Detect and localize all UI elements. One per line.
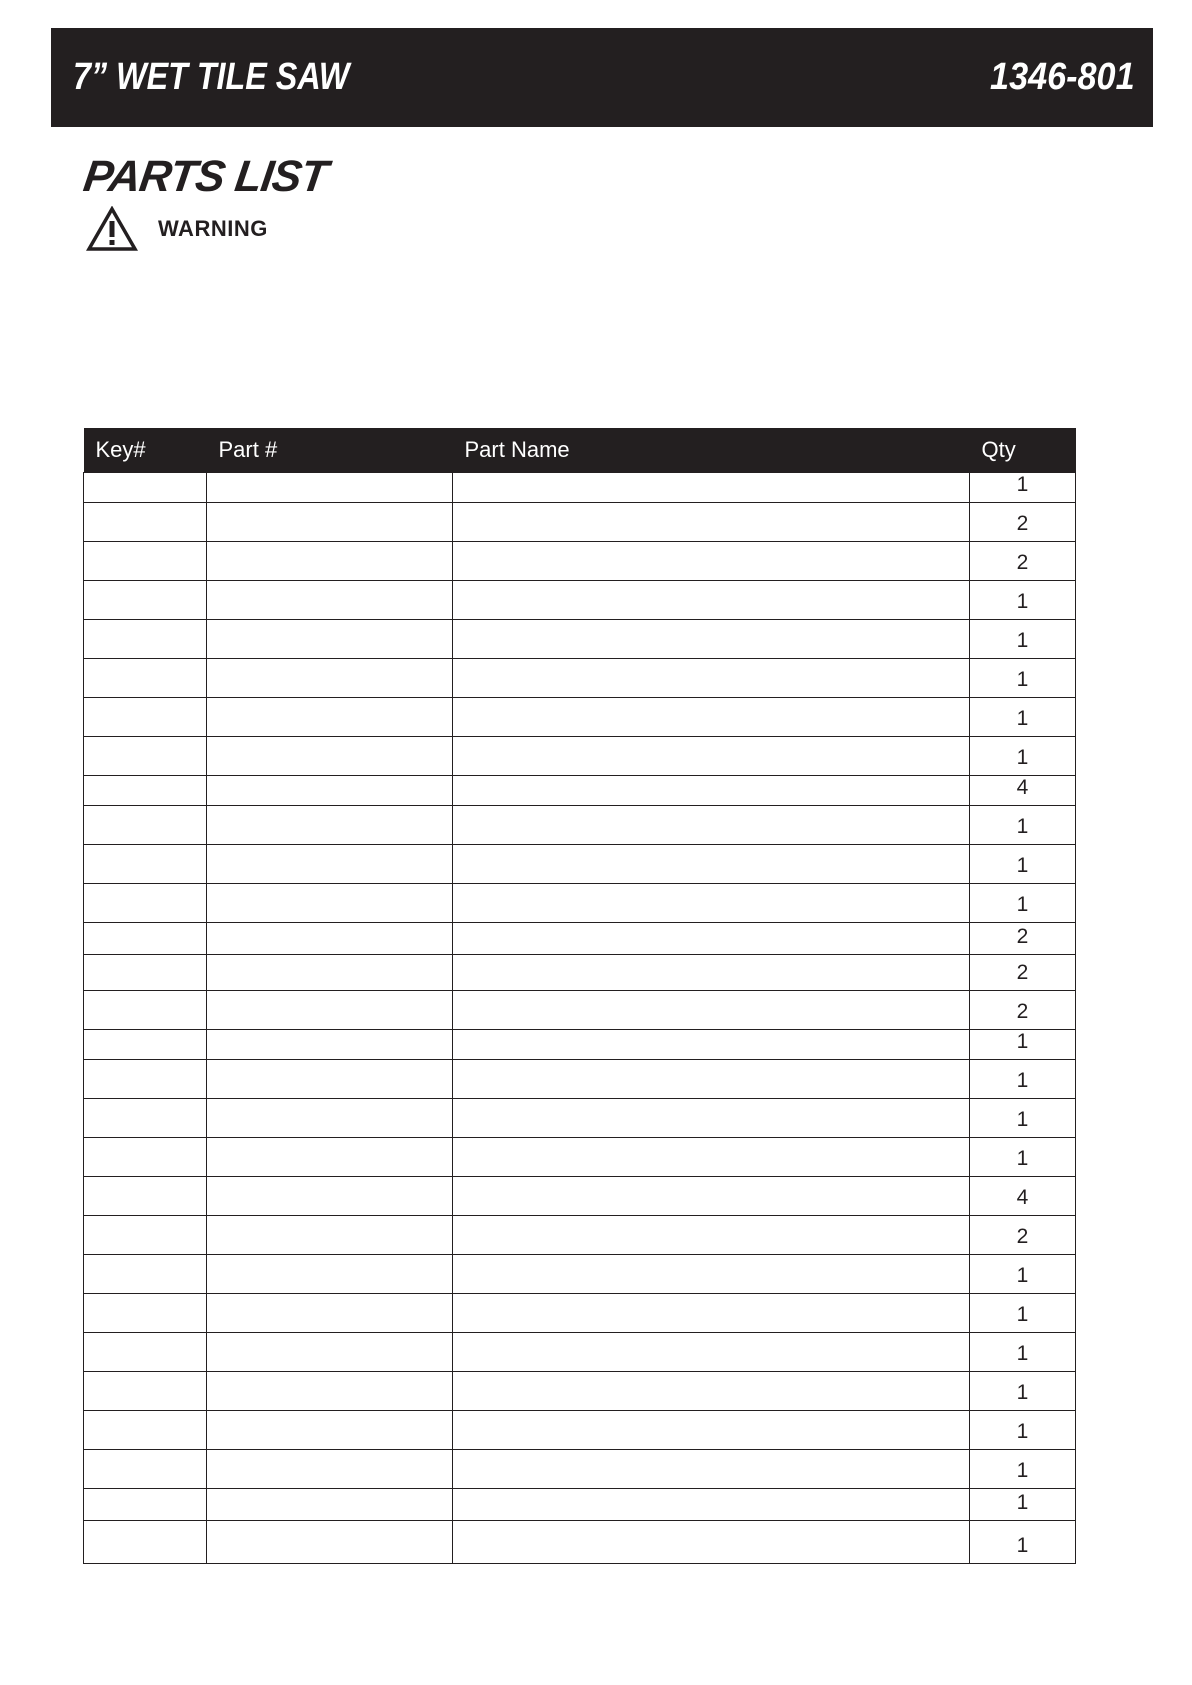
cell-part-number bbox=[207, 775, 453, 805]
cell-part-number bbox=[207, 1371, 453, 1410]
cell-key bbox=[84, 619, 207, 658]
cell-key bbox=[84, 697, 207, 736]
cell-part-name bbox=[453, 736, 970, 775]
cell-key bbox=[84, 1332, 207, 1371]
cell-key bbox=[84, 1029, 207, 1059]
table-row bbox=[84, 1137, 1076, 1176]
column-header-qty: Qty bbox=[970, 428, 1076, 472]
table-row bbox=[84, 1293, 1076, 1332]
cell-part-name bbox=[453, 1371, 970, 1410]
cell-part-name bbox=[453, 990, 970, 1029]
table-row bbox=[84, 954, 1076, 990]
cell-part-name bbox=[453, 1098, 970, 1137]
cell-part-number bbox=[207, 1293, 453, 1332]
cell-qty: 1 bbox=[970, 1029, 1076, 1059]
cell-qty: 1 bbox=[970, 1488, 1076, 1520]
table-row bbox=[84, 697, 1076, 736]
cell-part-name bbox=[453, 1332, 970, 1371]
cell-qty: 2 bbox=[970, 954, 1076, 990]
table-row bbox=[84, 1029, 1076, 1059]
cell-part-name bbox=[453, 1254, 970, 1293]
cell-part-name bbox=[453, 619, 970, 658]
cell-key bbox=[84, 1215, 207, 1254]
cell-qty: 2 bbox=[970, 502, 1076, 541]
cell-qty: 2 bbox=[970, 541, 1076, 580]
cell-qty: 4 bbox=[970, 775, 1076, 805]
cell-part-number bbox=[207, 1410, 453, 1449]
cell-part-number bbox=[207, 922, 453, 954]
cell-qty: 1 bbox=[970, 1332, 1076, 1371]
cell-part-name bbox=[453, 697, 970, 736]
cell-part-number bbox=[207, 1254, 453, 1293]
column-header-part-name: Part Name bbox=[453, 428, 970, 472]
cell-key bbox=[84, 1059, 207, 1098]
cell-key bbox=[84, 954, 207, 990]
table-row bbox=[84, 658, 1076, 697]
table-row bbox=[84, 1520, 1076, 1563]
table-row bbox=[84, 1410, 1076, 1449]
cell-part-name bbox=[453, 1520, 970, 1563]
cell-part-name bbox=[453, 472, 970, 502]
cell-part-name bbox=[453, 954, 970, 990]
cell-part-name bbox=[453, 883, 970, 922]
cell-part-name bbox=[453, 1488, 970, 1520]
cell-part-name bbox=[453, 1176, 970, 1215]
cell-part-number bbox=[207, 1098, 453, 1137]
section-title: PARTS LIST bbox=[80, 152, 331, 201]
product-title: 7” WET TILE SAW bbox=[73, 56, 350, 98]
cell-qty: 1 bbox=[970, 1137, 1076, 1176]
cell-qty: 1 bbox=[970, 1371, 1076, 1410]
cell-qty: 1 bbox=[970, 697, 1076, 736]
cell-part-number bbox=[207, 580, 453, 619]
table-row bbox=[84, 1371, 1076, 1410]
cell-part-number bbox=[207, 883, 453, 922]
cell-part-number bbox=[207, 844, 453, 883]
table-row bbox=[84, 580, 1076, 619]
table-row bbox=[84, 736, 1076, 775]
cell-part-name bbox=[453, 1449, 970, 1488]
cell-key bbox=[84, 1293, 207, 1332]
cell-part-name bbox=[453, 1293, 970, 1332]
cell-qty: 1 bbox=[970, 1449, 1076, 1488]
cell-key bbox=[84, 883, 207, 922]
table-row bbox=[84, 472, 1076, 502]
cell-qty: 2 bbox=[970, 1215, 1076, 1254]
cell-part-name bbox=[453, 1059, 970, 1098]
cell-part-number bbox=[207, 1176, 453, 1215]
cell-part-number bbox=[207, 1449, 453, 1488]
cell-part-name bbox=[453, 1029, 970, 1059]
cell-key bbox=[84, 1137, 207, 1176]
header-bar bbox=[51, 28, 1153, 127]
cell-part-number bbox=[207, 541, 453, 580]
table-row bbox=[84, 990, 1076, 1029]
table-row bbox=[84, 1098, 1076, 1137]
table-row bbox=[84, 1176, 1076, 1215]
table-row bbox=[84, 1488, 1076, 1520]
model-number: 1346-801 bbox=[990, 56, 1135, 98]
column-header-key: Key# bbox=[84, 428, 207, 472]
cell-qty: 1 bbox=[970, 619, 1076, 658]
cell-qty: 1 bbox=[970, 1520, 1076, 1563]
cell-part-name bbox=[453, 805, 970, 844]
cell-part-number bbox=[207, 1332, 453, 1371]
table-row bbox=[84, 541, 1076, 580]
cell-key bbox=[84, 805, 207, 844]
table-row bbox=[84, 1332, 1076, 1371]
cell-qty: 1 bbox=[970, 805, 1076, 844]
cell-part-number bbox=[207, 805, 453, 844]
cell-key bbox=[84, 775, 207, 805]
cell-key bbox=[84, 844, 207, 883]
cell-key bbox=[84, 1254, 207, 1293]
table-header-row bbox=[84, 428, 1076, 472]
table-row bbox=[84, 502, 1076, 541]
cell-qty: 1 bbox=[970, 883, 1076, 922]
table-row bbox=[84, 1059, 1076, 1098]
cell-part-number bbox=[207, 1059, 453, 1098]
cell-part-number bbox=[207, 1520, 453, 1563]
table-row bbox=[84, 805, 1076, 844]
table-row bbox=[84, 619, 1076, 658]
cell-part-name bbox=[453, 1137, 970, 1176]
cell-qty: 1 bbox=[970, 1410, 1076, 1449]
cell-part-number bbox=[207, 736, 453, 775]
cell-part-number bbox=[207, 1488, 453, 1520]
cell-key bbox=[84, 472, 207, 502]
cell-key bbox=[84, 1098, 207, 1137]
table-body bbox=[84, 472, 1076, 1563]
table-row bbox=[84, 844, 1076, 883]
table-row bbox=[84, 1215, 1076, 1254]
cell-qty: 1 bbox=[970, 736, 1076, 775]
cell-part-name bbox=[453, 775, 970, 805]
cell-part-name bbox=[453, 502, 970, 541]
cell-qty: 1 bbox=[970, 844, 1076, 883]
cell-key bbox=[84, 658, 207, 697]
cell-key bbox=[84, 922, 207, 954]
cell-part-number bbox=[207, 619, 453, 658]
cell-qty: 1 bbox=[970, 658, 1076, 697]
cell-part-name bbox=[453, 541, 970, 580]
cell-key bbox=[84, 736, 207, 775]
table-row bbox=[84, 1449, 1076, 1488]
cell-qty: 1 bbox=[970, 580, 1076, 619]
cell-part-number bbox=[207, 502, 453, 541]
cell-part-name bbox=[453, 580, 970, 619]
cell-key bbox=[84, 1410, 207, 1449]
cell-qty: 1 bbox=[970, 1254, 1076, 1293]
cell-part-number bbox=[207, 1029, 453, 1059]
parts-table bbox=[83, 428, 1076, 1564]
cell-part-number bbox=[207, 1215, 453, 1254]
cell-qty: 1 bbox=[970, 472, 1076, 502]
cell-part-name bbox=[453, 1215, 970, 1254]
cell-part-number bbox=[207, 472, 453, 502]
cell-key bbox=[84, 1176, 207, 1215]
cell-key bbox=[84, 1371, 207, 1410]
cell-key bbox=[84, 990, 207, 1029]
warning-triangle-icon bbox=[86, 206, 138, 252]
cell-part-number bbox=[207, 1137, 453, 1176]
column-header-part-number: Part # bbox=[207, 428, 453, 472]
table-row bbox=[84, 883, 1076, 922]
cell-qty: 4 bbox=[970, 1176, 1076, 1215]
table-row bbox=[84, 922, 1076, 954]
cell-key bbox=[84, 541, 207, 580]
cell-key bbox=[84, 1488, 207, 1520]
cell-qty: 1 bbox=[970, 1098, 1076, 1137]
cell-part-name bbox=[453, 844, 970, 883]
cell-key bbox=[84, 580, 207, 619]
cell-part-name bbox=[453, 1410, 970, 1449]
cell-part-name bbox=[453, 922, 970, 954]
table-row bbox=[84, 775, 1076, 805]
cell-qty: 2 bbox=[970, 922, 1076, 954]
warning-label: WARNING bbox=[158, 216, 268, 241]
cell-qty: 2 bbox=[970, 990, 1076, 1029]
warning-banner bbox=[86, 206, 268, 252]
cell-part-number bbox=[207, 954, 453, 990]
cell-key bbox=[84, 1520, 207, 1563]
cell-key bbox=[84, 502, 207, 541]
cell-part-number bbox=[207, 697, 453, 736]
cell-part-number bbox=[207, 990, 453, 1029]
table-row bbox=[84, 1254, 1076, 1293]
cell-qty: 1 bbox=[970, 1293, 1076, 1332]
cell-qty: 1 bbox=[970, 1059, 1076, 1098]
cell-part-number bbox=[207, 658, 453, 697]
cell-part-name bbox=[453, 658, 970, 697]
cell-key bbox=[84, 1449, 207, 1488]
